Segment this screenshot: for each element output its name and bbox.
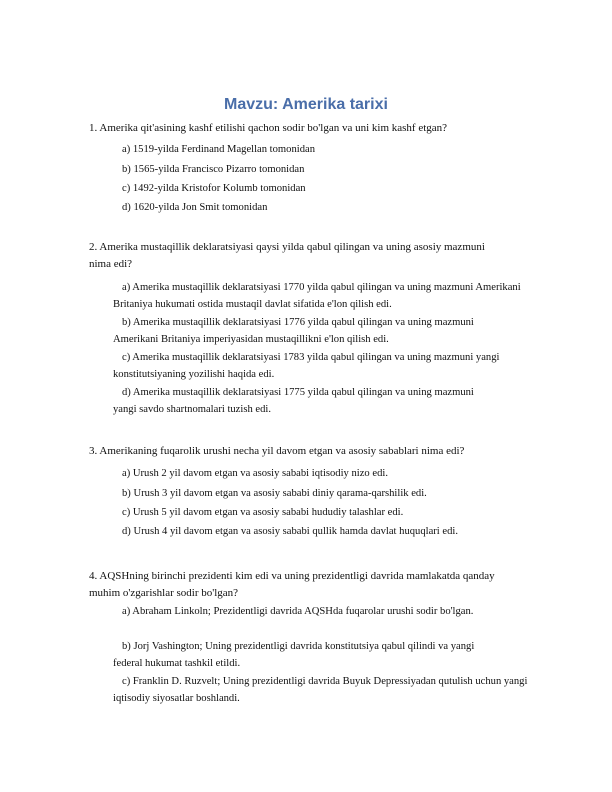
- question-1-option-d: d) 1620-yilda Jon Smit tomonidan: [122, 202, 268, 213]
- question-1-option-c: c) 1492-yilda Kristofor Kolumb tomonidan: [122, 183, 306, 194]
- document-title: Mavzu: Amerika tarixi: [224, 96, 388, 113]
- question-2-option-a: a) Amerika mustaqillik deklaratsiyasi 1770 yilda qabul qilingan va uning mazmuni Amerikani Britaniya hukumati ostida mustaqil davlat sifatida e'lon qilish edi.: [113, 282, 521, 310]
- question-1-option-b: b) 1565-yilda Francisco Pizarro tomonidan: [122, 164, 305, 175]
- question-3-option-a: a) Urush 2 yil davom etgan va asosiy sababi iqtisodiy nizo edi.: [122, 468, 388, 479]
- question-1-option-a: a) 1519-yilda Ferdinand Magellan tomonidan: [122, 144, 315, 155]
- question-2-option-b: b) Amerika mustaqillik deklaratsiyasi 1776 yilda qabul qilingan va uning mazmuni Amerikani Britaniya imperiyasidan mustaqillikni e'lon qilish edi.: [113, 317, 474, 345]
- question-4-option-c: c) Franklin D. Ruzvelt; Uning prezidentligi davrida Buyuk Depressiyadan qutulish uchun yangi iqtisodiy siyosatlar boshlandi.: [113, 676, 528, 704]
- question-3-option-c: c) Urush 5 yil davom etgan va asosiy sababi hududiy talashlar edi.: [122, 507, 404, 518]
- question-4-option-a: a) Abraham Linkoln; Prezidentligi davrida AQSHda fuqarolar urushi sodir bo'lgan.: [122, 606, 474, 617]
- question-3-option-b: b) Urush 3 yil davom etgan va asosiy sababi diniy qarama-qarshilik edi.: [122, 488, 427, 499]
- question-2-option-d: d) Amerika mustaqillik deklaratsiyasi 1775 yilda qabul qilingan va uning mazmuni yangi savdo shartnomalari tuzish edi.: [113, 387, 474, 415]
- question-4-text: 4. AQSHning birinchi prezidenti kim edi va uning prezidentligi davrida mamlakatda qanday muhim o'zgarishlar sodir bo'lgan?: [89, 570, 495, 599]
- question-4-option-b: b) Jorj Vashington; Uning prezidentligi davrida konstitutsiya qabul qilindi va yangi federal hukumat tashkil etildi.: [113, 641, 475, 669]
- question-2-option-c: c) Amerika mustaqillik deklaratsiyasi 1783 yilda qabul qilingan va uning mazmuni yangi konstitutsiyaning yozilishi haqida edi.: [113, 352, 500, 380]
- question-2-text: 2. Amerika mustaqillik deklaratsiyasi qaysi yilda qabul qilingan va uning asosiy mazmuni nima edi?: [89, 241, 485, 270]
- question-3-option-d: d) Urush 4 yil davom etgan va asosiy sababi qullik hamda davlat huquqlari edi.: [122, 526, 458, 537]
- question-3-text: 3. Amerikaning fuqarolik urushi necha yil davom etgan va asosiy sabablari nima edi?: [89, 445, 465, 457]
- question-1-text: 1. Amerika qit'asining kashf etilishi qachon sodir bo'lgan va uni kim kashf etgan?: [89, 122, 448, 134]
